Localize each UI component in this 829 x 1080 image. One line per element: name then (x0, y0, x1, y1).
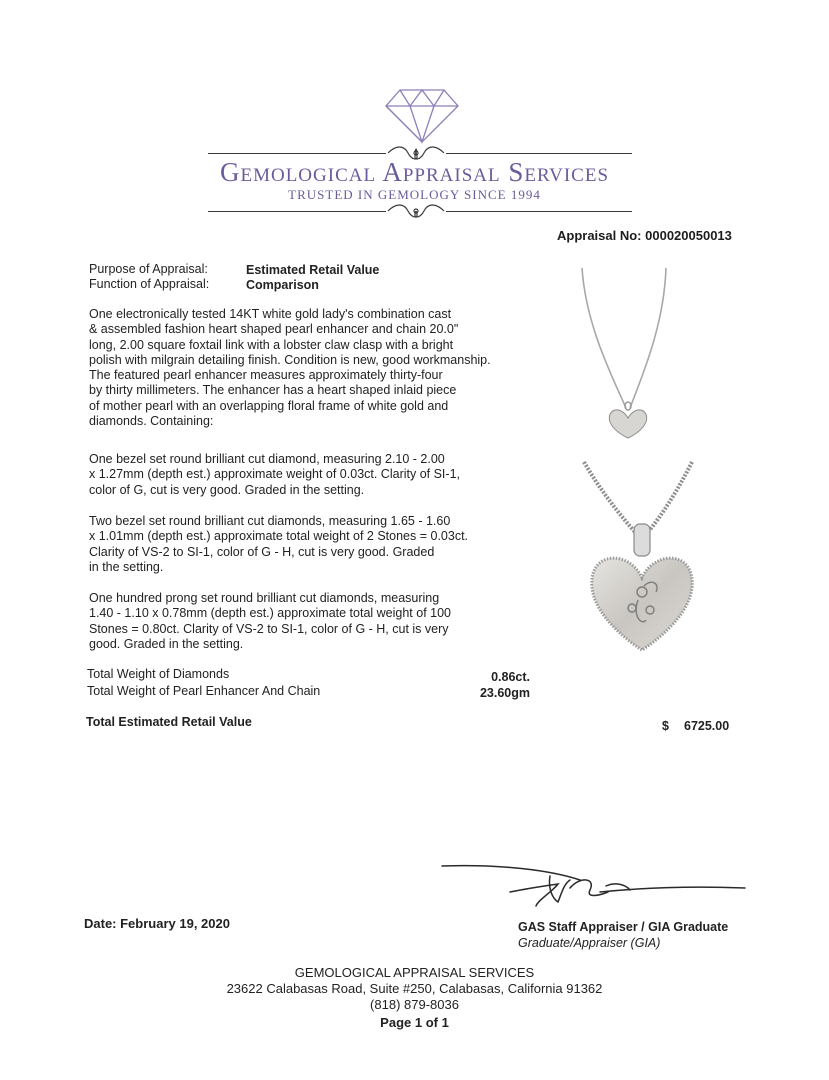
paragraph-line: of mother pearl with an overlapping floral frame of white gold and (89, 398, 449, 413)
paragraph-line: polish with milgrain detailing finish. Condition is new, good workmanship. (89, 352, 491, 367)
handwritten-signature (440, 862, 750, 912)
footer-address: 23622 Calabasas Road, Suite #250, Calabasas, California 91362 (226, 981, 603, 996)
retail-currency: $ (662, 719, 669, 733)
paragraph-line: good. Graded in the setting. (89, 636, 244, 651)
bottom-flourish-icon (386, 201, 446, 221)
footer-company: GEMOLOGICAL APPRAISAL SERVICES (294, 965, 535, 980)
paragraph-line: One electronically tested 14KT white gold lady's combination cast (89, 307, 452, 321)
company-name: Gemological Appraisal Services (219, 157, 610, 187)
paragraph-line: long, 2.00 square foxtail link with a lobster claw clasp with a bright (89, 337, 454, 352)
necklace-photo (572, 266, 672, 446)
paragraph-line: Clarity of VS-2 to SI-1, color of G - H, cut is very good. Graded (89, 544, 435, 559)
paragraph-line: in the setting. (89, 559, 164, 574)
paragraph-line: diamonds. Containing: (89, 414, 214, 429)
retail-value: 6725.00 (684, 719, 730, 733)
header-rule-bottom-right (446, 211, 632, 212)
footer-page: Page 1 of 1 (380, 1015, 449, 1030)
function-value: Comparison (246, 278, 319, 292)
stone-group-1-paragraph (89, 452, 529, 498)
header-rule-bottom-left (208, 211, 386, 212)
appraisal-number: Appraisal No: 000020050013 (557, 228, 732, 243)
paragraph-line: color of G, cut is very good. Graded in the setting. (89, 482, 365, 497)
paragraph-line: One hundred prong set round brilliant cut diamonds, measuring (89, 591, 440, 605)
footer-phone: (818) 879-8036 (370, 997, 459, 1012)
header-rule-top-right (446, 153, 632, 154)
total-enhancer-label: Total Weight of Pearl Enhancer And Chain (87, 684, 321, 698)
paragraph-line: The featured pearl enhancer measures approximately thirty-four (89, 368, 443, 383)
paragraph-line: Two bezel set round brilliant cut diamonds, measuring 1.65 - 1.60 (89, 514, 451, 528)
diamond-logo-icon (384, 88, 460, 144)
total-enhancer-value: 23.60gm (479, 686, 530, 700)
pendant-closeup-photo (580, 460, 705, 665)
appraiser-subtitle: Graduate/Appraiser (GIA) (518, 936, 661, 950)
paragraph-line: x 1.01mm (depth est.) approximate total weight of 2 Stones = 0.03ct. (89, 529, 469, 544)
appraisal-date: Date: February 19, 2020 (84, 916, 230, 931)
paragraph-line: One bezel set round brilliant cut diamond, measuring 2.10 - 2.00 (89, 452, 445, 466)
purpose-label: Purpose of Appraisal: (89, 262, 208, 276)
paragraph-line: 1.40 - 1.10 x 0.78mm (depth est.) approximate total weight of 100 (89, 606, 452, 621)
total-diamonds-value: 0.86ct. (491, 670, 530, 684)
paragraph-line: x 1.27mm (depth est.) approximate weight of 0.03ct. Clarity of SI-1, (89, 467, 460, 482)
paragraph-line: & assembled fashion heart shaped pearl enhancer and chain 20.0" (89, 322, 459, 337)
description-paragraph (89, 307, 529, 429)
total-diamonds-label: Total Weight of Diamonds (87, 667, 230, 681)
header-rule-top-left (208, 153, 386, 154)
function-label: Function of Appraisal: (89, 277, 210, 291)
stone-group-2-paragraph (89, 514, 529, 575)
purpose-value: Estimated Retail Value (246, 263, 380, 277)
paragraph-line: Stones = 0.80ct. Clarity of VS-2 to SI-1, color of G - H, cut is very (89, 621, 449, 636)
retail-value-label: Total Estimated Retail Value (86, 715, 252, 729)
appraiser-title: GAS Staff Appraiser / GIA Graduate (518, 920, 729, 934)
stone-group-3-paragraph (89, 591, 529, 652)
paragraph-line: by thirty millimeters. The enhancer has a heart shaped inlaid piece (89, 383, 457, 398)
company-tagline: TRUSTED IN GEMOLOGY SINCE 1994 (288, 187, 541, 202)
